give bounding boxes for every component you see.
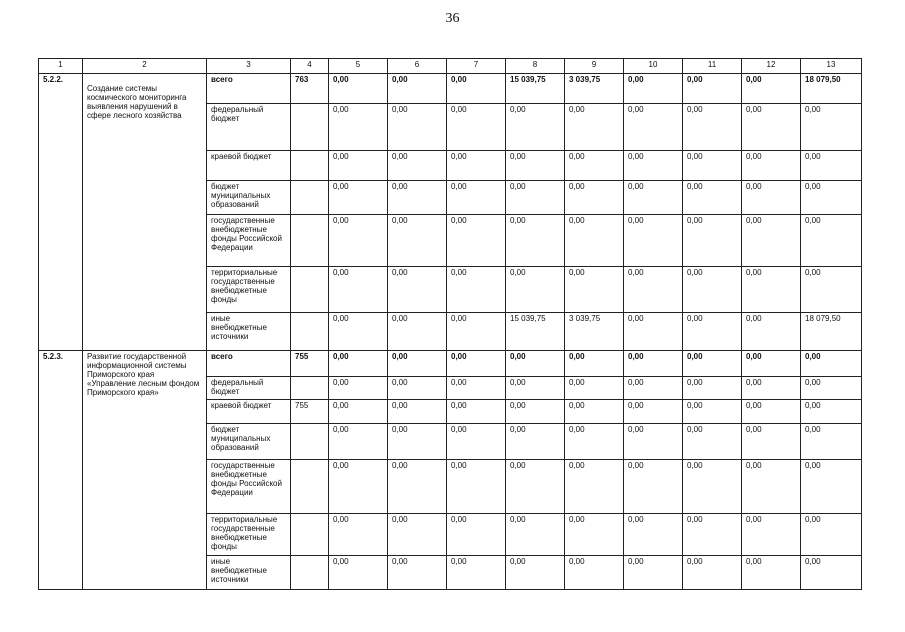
budget-table <box>38 58 862 590</box>
amount-cell: 0,00 <box>565 215 624 267</box>
amount-cell: 0,00 <box>624 267 683 313</box>
amount-cell: 0,00 <box>506 351 565 377</box>
amount-cell: 0,00 <box>624 514 683 556</box>
funding-source-cell: всего <box>207 74 291 104</box>
amount-cell: 0,00 <box>624 104 683 151</box>
funding-source-cell: федеральный бюджет <box>207 104 291 151</box>
amount-cell: 0,00 <box>447 400 506 424</box>
amount-cell: 0,00 <box>742 267 801 313</box>
amount-cell: 0,00 <box>447 151 506 181</box>
amount-cell: 0,00 <box>388 104 447 151</box>
amount-cell: 0,00 <box>624 556 683 590</box>
column-number-header: 6 <box>388 59 447 74</box>
amount-cell: 0,00 <box>329 215 388 267</box>
column-number-header: 5 <box>329 59 388 74</box>
amount-cell: 0,00 <box>506 460 565 514</box>
amount-cell: 0,00 <box>683 151 742 181</box>
amount-cell: 0,00 <box>683 514 742 556</box>
amount-cell: 0,00 <box>742 313 801 351</box>
amount-cell: 0,00 <box>624 151 683 181</box>
funding-source-cell: государственные внебюджетные фонды Российской Федерации <box>207 215 291 267</box>
amount-cell: 0,00 <box>565 424 624 460</box>
budget-code-cell <box>291 104 329 151</box>
amount-cell: 0,00 <box>742 181 801 215</box>
table-row <box>39 74 862 104</box>
amount-cell: 0,00 <box>801 215 862 267</box>
budget-code-cell <box>291 514 329 556</box>
amount-cell: 0,00 <box>565 151 624 181</box>
column-number-header: 1 <box>39 59 83 74</box>
amount-cell: 0,00 <box>801 514 862 556</box>
funding-source-cell: территориальные государственные внебюджетные фонды <box>207 514 291 556</box>
budget-code-cell <box>291 377 329 400</box>
amount-cell: 0,00 <box>506 514 565 556</box>
amount-cell: 0,00 <box>388 377 447 400</box>
column-number-header: 9 <box>565 59 624 74</box>
amount-cell: 0,00 <box>742 377 801 400</box>
amount-cell: 0,00 <box>329 424 388 460</box>
amount-cell: 18 079,50 <box>801 313 862 351</box>
budget-code-cell <box>291 556 329 590</box>
amount-cell: 0,00 <box>447 215 506 267</box>
amount-cell: 0,00 <box>801 400 862 424</box>
amount-cell: 0,00 <box>683 424 742 460</box>
amount-cell: 0,00 <box>447 351 506 377</box>
amount-cell: 0,00 <box>801 424 862 460</box>
amount-cell: 0,00 <box>624 460 683 514</box>
amount-cell: 0,00 <box>447 424 506 460</box>
amount-cell: 0,00 <box>742 424 801 460</box>
amount-cell: 0,00 <box>683 215 742 267</box>
amount-cell: 0,00 <box>506 151 565 181</box>
amount-cell: 0,00 <box>683 556 742 590</box>
amount-cell: 0,00 <box>329 151 388 181</box>
amount-cell: 0,00 <box>388 74 447 104</box>
amount-cell: 0,00 <box>742 215 801 267</box>
budget-code-cell <box>291 181 329 215</box>
item-code-cell: 5.2.3. <box>39 351 83 590</box>
amount-cell: 0,00 <box>801 351 862 377</box>
amount-cell: 0,00 <box>742 556 801 590</box>
amount-cell: 15 039,75 <box>506 74 565 104</box>
budget-code-cell <box>291 215 329 267</box>
funding-source-cell: федеральный бюджет <box>207 377 291 400</box>
amount-cell: 0,00 <box>565 514 624 556</box>
amount-cell: 0,00 <box>447 556 506 590</box>
measure-title-cell: Развитие государственной информационной системы Приморского края «Управление лесным фондом Приморского края» <box>83 351 207 590</box>
budget-code-cell <box>291 151 329 181</box>
amount-cell: 0,00 <box>624 400 683 424</box>
amount-cell: 0,00 <box>388 151 447 181</box>
column-number-row <box>39 59 862 74</box>
funding-source-cell: краевой бюджет <box>207 400 291 424</box>
funding-source-cell: бюджет муниципальных образований <box>207 424 291 460</box>
amount-cell: 0,00 <box>565 377 624 400</box>
amount-cell: 0,00 <box>329 181 388 215</box>
amount-cell: 0,00 <box>624 351 683 377</box>
amount-cell: 0,00 <box>506 377 565 400</box>
amount-cell: 0,00 <box>683 351 742 377</box>
amount-cell: 0,00 <box>506 181 565 215</box>
page-number: 36 <box>445 11 460 26</box>
amount-cell: 0,00 <box>624 181 683 215</box>
budget-code-cell <box>291 424 329 460</box>
amount-cell: 0,00 <box>388 514 447 556</box>
column-number-header: 13 <box>801 59 862 74</box>
amount-cell: 0,00 <box>742 514 801 556</box>
table-row <box>39 351 862 377</box>
amount-cell: 0,00 <box>329 514 388 556</box>
amount-cell: 0,00 <box>447 74 506 104</box>
amount-cell: 0,00 <box>388 400 447 424</box>
amount-cell: 0,00 <box>565 267 624 313</box>
amount-cell: 0,00 <box>683 313 742 351</box>
amount-cell: 0,00 <box>447 460 506 514</box>
amount-cell: 0,00 <box>388 181 447 215</box>
budget-code-cell <box>291 313 329 351</box>
amount-cell: 0,00 <box>683 267 742 313</box>
amount-cell: 0,00 <box>447 514 506 556</box>
amount-cell: 0,00 <box>742 151 801 181</box>
amount-cell: 0,00 <box>801 151 862 181</box>
amount-cell: 0,00 <box>329 460 388 514</box>
item-code-cell: 5.2.2. <box>39 74 83 351</box>
amount-cell: 0,00 <box>565 400 624 424</box>
amount-cell: 0,00 <box>683 377 742 400</box>
amount-cell: 0,00 <box>624 215 683 267</box>
amount-cell: 0,00 <box>683 74 742 104</box>
funding-source-cell: бюджет муниципальных образований <box>207 181 291 215</box>
amount-cell: 0,00 <box>565 181 624 215</box>
amount-cell: 0,00 <box>624 377 683 400</box>
amount-cell: 0,00 <box>801 460 862 514</box>
amount-cell: 0,00 <box>388 424 447 460</box>
amount-cell: 0,00 <box>388 460 447 514</box>
budget-code-cell: 755 <box>291 351 329 377</box>
amount-cell: 0,00 <box>683 460 742 514</box>
amount-cell: 0,00 <box>683 181 742 215</box>
amount-cell: 0,00 <box>506 215 565 267</box>
amount-cell: 0,00 <box>624 74 683 104</box>
amount-cell: 0,00 <box>447 313 506 351</box>
column-number-header: 10 <box>624 59 683 74</box>
amount-cell: 0,00 <box>565 351 624 377</box>
amount-cell: 18 079,50 <box>801 74 862 104</box>
amount-cell: 0,00 <box>624 424 683 460</box>
amount-cell: 0,00 <box>801 104 862 151</box>
column-number-header: 7 <box>447 59 506 74</box>
column-number-header: 12 <box>742 59 801 74</box>
amount-cell: 3 039,75 <box>565 74 624 104</box>
budget-code-cell: 755 <box>291 400 329 424</box>
amount-cell: 0,00 <box>506 104 565 151</box>
column-number-header: 3 <box>207 59 291 74</box>
measure-title-cell: Создание системы космического мониторинга выявления нарушений в сфере лесного хозяйства <box>83 74 207 351</box>
amount-cell: 0,00 <box>329 400 388 424</box>
amount-cell: 0,00 <box>329 351 388 377</box>
amount-cell: 0,00 <box>506 556 565 590</box>
amount-cell: 0,00 <box>565 556 624 590</box>
amount-cell: 0,00 <box>447 267 506 313</box>
funding-source-cell: государственные внебюджетные фонды Российской Федерации <box>207 460 291 514</box>
amount-cell: 0,00 <box>506 400 565 424</box>
amount-cell: 0,00 <box>388 215 447 267</box>
amount-cell: 0,00 <box>742 460 801 514</box>
column-number-header: 11 <box>683 59 742 74</box>
funding-source-cell: иные внебюджетные источники <box>207 313 291 351</box>
budget-code-cell: 763 <box>291 74 329 104</box>
amount-cell: 0,00 <box>329 556 388 590</box>
amount-cell: 0,00 <box>329 104 388 151</box>
amount-cell: 0,00 <box>742 400 801 424</box>
amount-cell: 3 039,75 <box>565 313 624 351</box>
amount-cell: 0,00 <box>388 267 447 313</box>
amount-cell: 0,00 <box>742 351 801 377</box>
amount-cell: 0,00 <box>801 377 862 400</box>
amount-cell: 0,00 <box>683 104 742 151</box>
amount-cell: 0,00 <box>447 377 506 400</box>
funding-source-cell: иные внебюджетные источники <box>207 556 291 590</box>
amount-cell: 0,00 <box>329 377 388 400</box>
amount-cell: 0,00 <box>742 74 801 104</box>
budget-code-cell <box>291 267 329 313</box>
column-number-header: 2 <box>83 59 207 74</box>
amount-cell: 0,00 <box>388 556 447 590</box>
amount-cell: 0,00 <box>565 460 624 514</box>
amount-cell: 0,00 <box>506 267 565 313</box>
amount-cell: 0,00 <box>801 556 862 590</box>
budget-code-cell <box>291 460 329 514</box>
amount-cell: 0,00 <box>329 267 388 313</box>
amount-cell: 0,00 <box>624 313 683 351</box>
amount-cell: 15 039,75 <box>506 313 565 351</box>
amount-cell: 0,00 <box>447 104 506 151</box>
amount-cell: 0,00 <box>447 181 506 215</box>
amount-cell: 0,00 <box>329 313 388 351</box>
amount-cell: 0,00 <box>506 424 565 460</box>
column-number-header: 4 <box>291 59 329 74</box>
funding-source-cell: всего <box>207 351 291 377</box>
amount-cell: 0,00 <box>388 313 447 351</box>
amount-cell: 0,00 <box>388 351 447 377</box>
amount-cell: 0,00 <box>801 181 862 215</box>
amount-cell: 0,00 <box>742 104 801 151</box>
amount-cell: 0,00 <box>801 267 862 313</box>
amount-cell: 0,00 <box>683 400 742 424</box>
funding-source-cell: краевой бюджет <box>207 151 291 181</box>
funding-source-cell: территориальные государственные внебюджетные фонды <box>207 267 291 313</box>
amount-cell: 0,00 <box>565 104 624 151</box>
column-number-header: 8 <box>506 59 565 74</box>
amount-cell: 0,00 <box>329 74 388 104</box>
